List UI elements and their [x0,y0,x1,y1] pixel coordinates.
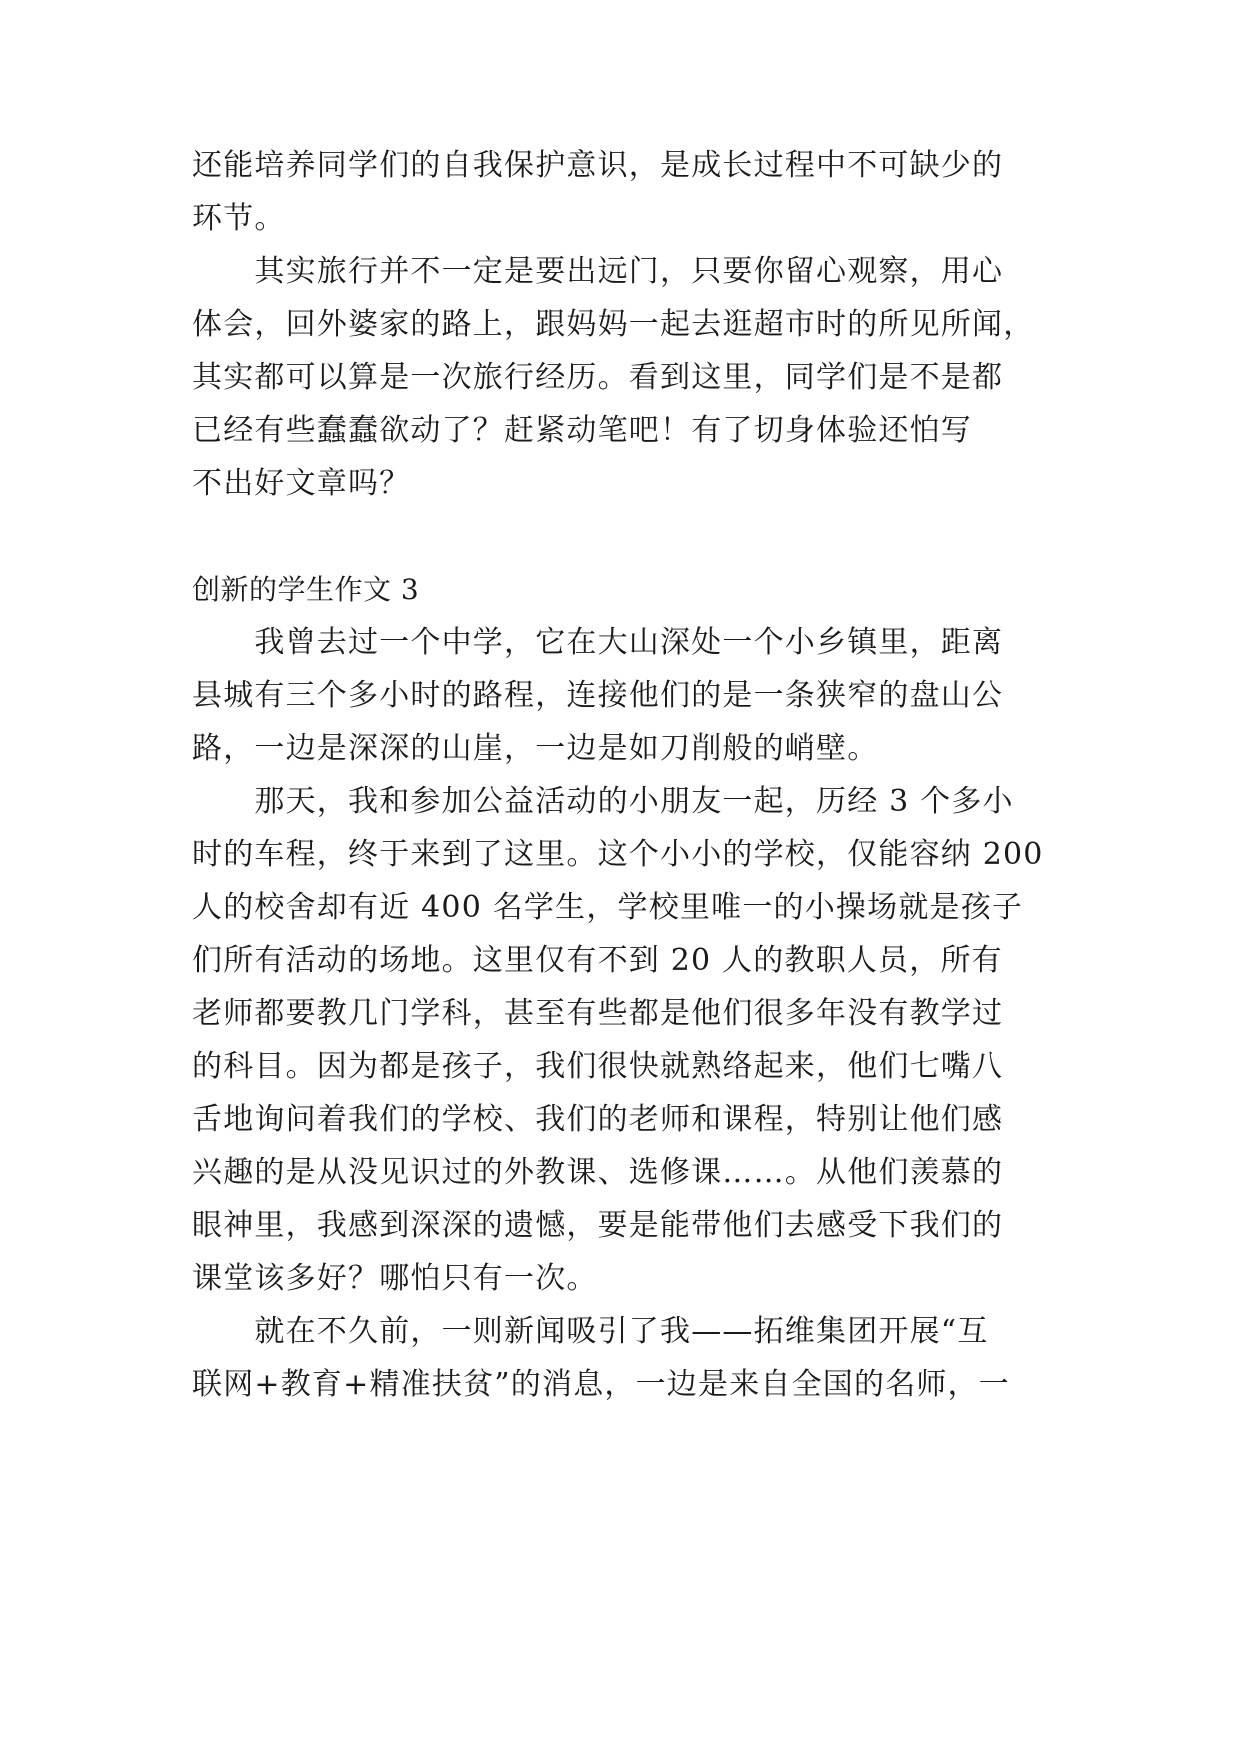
text-line: 其实都可以算是一次旅行经历。看到这里，同学们是不是都 [192,360,1004,395]
text-line: 县城有三个多小时的路程，连接他们的是一条狭窄的盘山公 [192,678,1004,713]
text-line: 时的车程，终于来到了这里。这个小小的学校，仅能容纳 200 [192,837,1044,872]
text-line: 不出好文章吗？ [192,466,411,501]
text-line: 已经有些蠢蠢欲动了？赶紧动笔吧！有了切身体验还怕写 [192,413,972,448]
text-line: 路，一边是深深的山崖，一边是如刀削般的峭壁。 [192,731,879,766]
text-line: 其实旅行并不一定是要出远门，只要你留心观察，用心 [192,254,1004,289]
text-line: 环节。 [192,201,286,236]
text-line: 老师都要教几门学科，甚至有些都是他们很多年没有教学过 [192,996,1004,1031]
text-line: 们所有活动的场地。这里仅有不到 20 人的教职人员，所有 [192,943,1003,978]
text-line: 体会，回外婆家的路上，跟妈妈一起去逛超市时的所见所闻， [192,307,1035,342]
text-line: 联网+教育+精准扶贫”的消息，一边是来自全国的名师，一 [192,1367,1011,1402]
text-line: 的科目。因为都是孩子，我们很快就熟络起来，他们七嘴八 [192,1049,1004,1084]
text-line: 兴趣的是从没见识过的外教课、选修课……。从他们羡慕的 [192,1155,1004,1190]
text-line: 还能培养同学们的自我保护意识，是成长过程中不可缺少的 [192,148,1004,183]
text-line: 就在不久前，一则新闻吸引了我——拓维集团开展“互 [192,1314,989,1349]
text-line: 舌地询问着我们的学校、我们的老师和课程，特别让他们感 [192,1102,1004,1137]
text-line: 课堂该多好？哪怕只有一次。 [192,1261,598,1296]
text-line: 我曾去过一个中学，它在大山深处一个小乡镇里，距离 [192,625,1004,660]
text-line: 那天，我和参加公益活动的小朋友一起，历经 3 个多小 [192,784,1014,819]
text-line: 人的校舍却有近 400 名学生，学校里唯一的小操场就是孩子 [192,890,1024,925]
text-line: 眼神里，我感到深深的遗憾，要是能带他们去感受下我们的 [192,1208,1004,1243]
section-heading: 创新的学生作文 3 [192,573,420,606]
